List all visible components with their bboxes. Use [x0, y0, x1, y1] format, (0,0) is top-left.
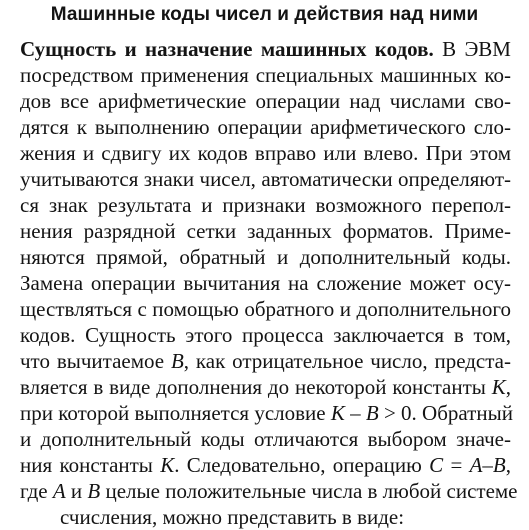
text-line [20, 478, 518, 504]
text-run: В ЭВМ [442, 37, 511, 61]
paragraph-subtitle: Сущность и назначение машинных кодов. [20, 37, 434, 61]
text-line [60, 504, 500, 530]
text-line [20, 36, 511, 62]
text-line [20, 374, 511, 400]
text-run: целые положительные числа в любой системе [100, 479, 518, 503]
text-run: дятся к выполнению операции арифметического сло- [20, 115, 511, 139]
text-line [20, 114, 511, 140]
text-line [20, 192, 511, 218]
text-run: где [20, 479, 53, 503]
text-line [20, 88, 511, 114]
section-heading: Машинные коды чисел и действия над ними [50, 4, 479, 25]
math-variable: B [492, 453, 506, 477]
math-variable: K [160, 453, 175, 477]
math-variable: K [491, 375, 506, 399]
text-line [20, 166, 511, 192]
text-line [20, 322, 511, 348]
math-variable: K [330, 401, 345, 425]
text-run: , [505, 375, 511, 399]
text-run: и дополнительный коды отличаются выбором значе- [20, 427, 511, 451]
text-run: Замена операции вычитания на сложение может осу- [20, 271, 511, 295]
text-run: = [443, 453, 470, 477]
text-line [20, 452, 511, 478]
text-run: жения и сдвигу их кодов вправо или влево. При этом [20, 141, 511, 165]
text-run: ся знак результата и признаки возможного перепол- [20, 193, 511, 217]
text-run: и [65, 479, 88, 503]
text-line [20, 348, 511, 374]
text-run: – [482, 453, 493, 477]
text-line [20, 400, 511, 426]
text-line [20, 62, 511, 88]
math-variable: A [469, 453, 483, 477]
text-run: учитываются знаки чисел, автоматически определяют- [20, 167, 511, 191]
math-variable: B [170, 349, 184, 373]
text-run: счисления, можно представить в виде: [60, 505, 405, 529]
text-line [20, 296, 511, 322]
text-run: ществляться с помощью обратного и дополнительного [20, 297, 511, 321]
text-line [20, 426, 511, 452]
text-run: нения разрядной сетки заданных форматов. Приме- [20, 219, 511, 243]
text-run: > 0. Обратный [378, 401, 513, 425]
text-run: вляется в виде дополнения до некоторой константы [20, 375, 492, 399]
text-run: кодов. Сущность этого процесса заключается в том, [20, 323, 511, 347]
text-run: , как отрицательное число, предста- [183, 349, 511, 373]
text-run: посредством применения специальных машинных ко- [20, 63, 511, 87]
math-variable: B [87, 479, 101, 503]
text-run: – [344, 401, 366, 425]
text-run: при которой выполняется условие [20, 401, 331, 425]
math-variable: A [52, 479, 66, 503]
text-run: ния константы [20, 453, 161, 477]
math-variable: B [365, 401, 379, 425]
text-run: дов все арифметические операции над числами сво- [20, 89, 511, 113]
text-line [20, 270, 511, 296]
text-line [20, 218, 511, 244]
text-run: , [505, 453, 511, 477]
text-line [20, 140, 511, 166]
text-run: . Следовательно, операцию [174, 453, 430, 477]
math-variable: C [429, 453, 444, 477]
text-line [20, 244, 511, 270]
text-run: няются прямой, обратный и дополнительный коды. [20, 245, 511, 269]
text-run: что вычитаемое [20, 349, 171, 373]
